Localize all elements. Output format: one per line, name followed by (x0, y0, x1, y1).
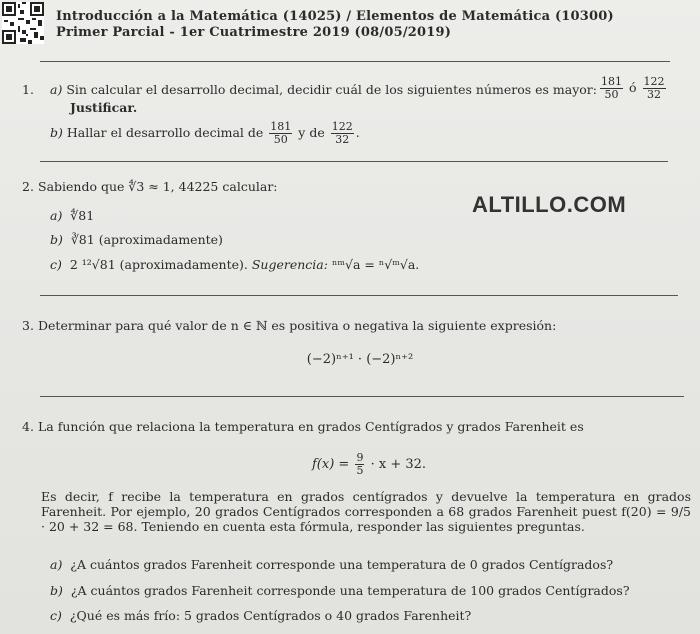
fraction-181-50: $\frac{181}{50}$ (601, 75, 622, 101)
q2-part-c: c) 2 ¹²√81 (aproximadamente). Sugerencia: ⁿᵐ√a = ⁿ√ᵐ√a. (50, 257, 420, 272)
header-divider (40, 61, 670, 62)
q1-a-label: a) (50, 82, 63, 97)
q4-part-a: a) ¿A cuántos grados Farenheit corresponde una temperatura de 0 grados Centígrados? (50, 557, 614, 572)
q4-part-c: c) ¿Qué es más frío: 5 grados Centígrados o 40 grados Farenheit? (50, 608, 472, 623)
fraction-122-32: $\frac{122}{32}$ (643, 75, 665, 101)
watermark: ALTILLO.COM (472, 192, 627, 217)
q4-text: La función que relaciona la temperatura en grados Centígrados y grados Farenheit es (38, 419, 584, 434)
exam-title: Primer Parcial - 1er Cuatrimestre 2019 (08/05/2019) (56, 25, 452, 40)
q2-hint-label: Sugerencia: (251, 257, 328, 272)
q1-justify: Justificar. (70, 100, 138, 115)
q1-b-label: b) (50, 125, 63, 140)
q2-part-a: a) ∜81 (50, 208, 95, 223)
q1-b-and: y de (298, 125, 325, 140)
q4-number: 4. (22, 419, 34, 434)
q2-hint: ⁿᵐ√a = ⁿ√ᵐ√a. (331, 257, 420, 272)
q1-part-a (50, 82, 597, 98)
q4-formula: f(x) = $\frac{9}{5}$ · x + 32. (312, 451, 427, 477)
q3-expression: (−2)ⁿ⁺¹ · (−2)ⁿ⁺² (306, 352, 414, 367)
q1-part-b: b) Hallar el desarrollo decimal de $\frac{181}{50}$ y de $\frac{122}{32}$ . (50, 120, 360, 146)
q1-a-text: Sin calcular el desarrollo decimal, decidir cuál de los siguientes números es mayor: (66, 82, 597, 97)
q2-part-b: b) ∛81 (aproximadamente) (50, 232, 223, 247)
q2-divider (40, 295, 678, 296)
q1-b-text: Hallar el desarrollo decimal de (66, 125, 264, 140)
fraction-122-32: $\frac{122}{32}$ (331, 120, 353, 146)
q1-a-fractions (598, 76, 668, 101)
q1-number: 1. (22, 82, 34, 97)
q1-a-or: ó (628, 80, 637, 95)
qr-code-icon (2, 2, 44, 44)
q3-divider (40, 396, 684, 397)
q4-part-b: b) ¿A cuántos grados Farenheit corresponde una temperatura de 100 grados Centígrados? (50, 583, 630, 598)
fraction-9-5: $\frac{9}{5}$ (356, 451, 364, 477)
q3-text: Determinar para qué valor de n ∈ ℕ es positiva o negativa la siguiente expresión: (38, 318, 557, 333)
q1-divider (40, 161, 668, 162)
exam-header (56, 9, 614, 41)
q3-number: 3. (22, 318, 34, 333)
q4-paragraph: Es decir, f recibe la temperatura en grados centígrados y devuelve la temperatura en grados Farenheit. Por ejemplo, 20 grados Centígrados corresponden a 68 grados Farenheit puest f(20) = 9/5 · 20 + 32 = 68. Teniendo en cuenta esta fórmula, responder las siguientes preguntas. (41, 489, 691, 534)
course-title: Introducción a la Matemática (14025) / Elementos de Matemática (10300) (56, 9, 614, 24)
fraction-181-50: $\frac{181}{50}$ (270, 120, 292, 146)
q2-text: Sabiendo que ∜3 ≈ 1, 44225 calcular: (38, 179, 278, 194)
q2-number: 2. (22, 179, 34, 194)
